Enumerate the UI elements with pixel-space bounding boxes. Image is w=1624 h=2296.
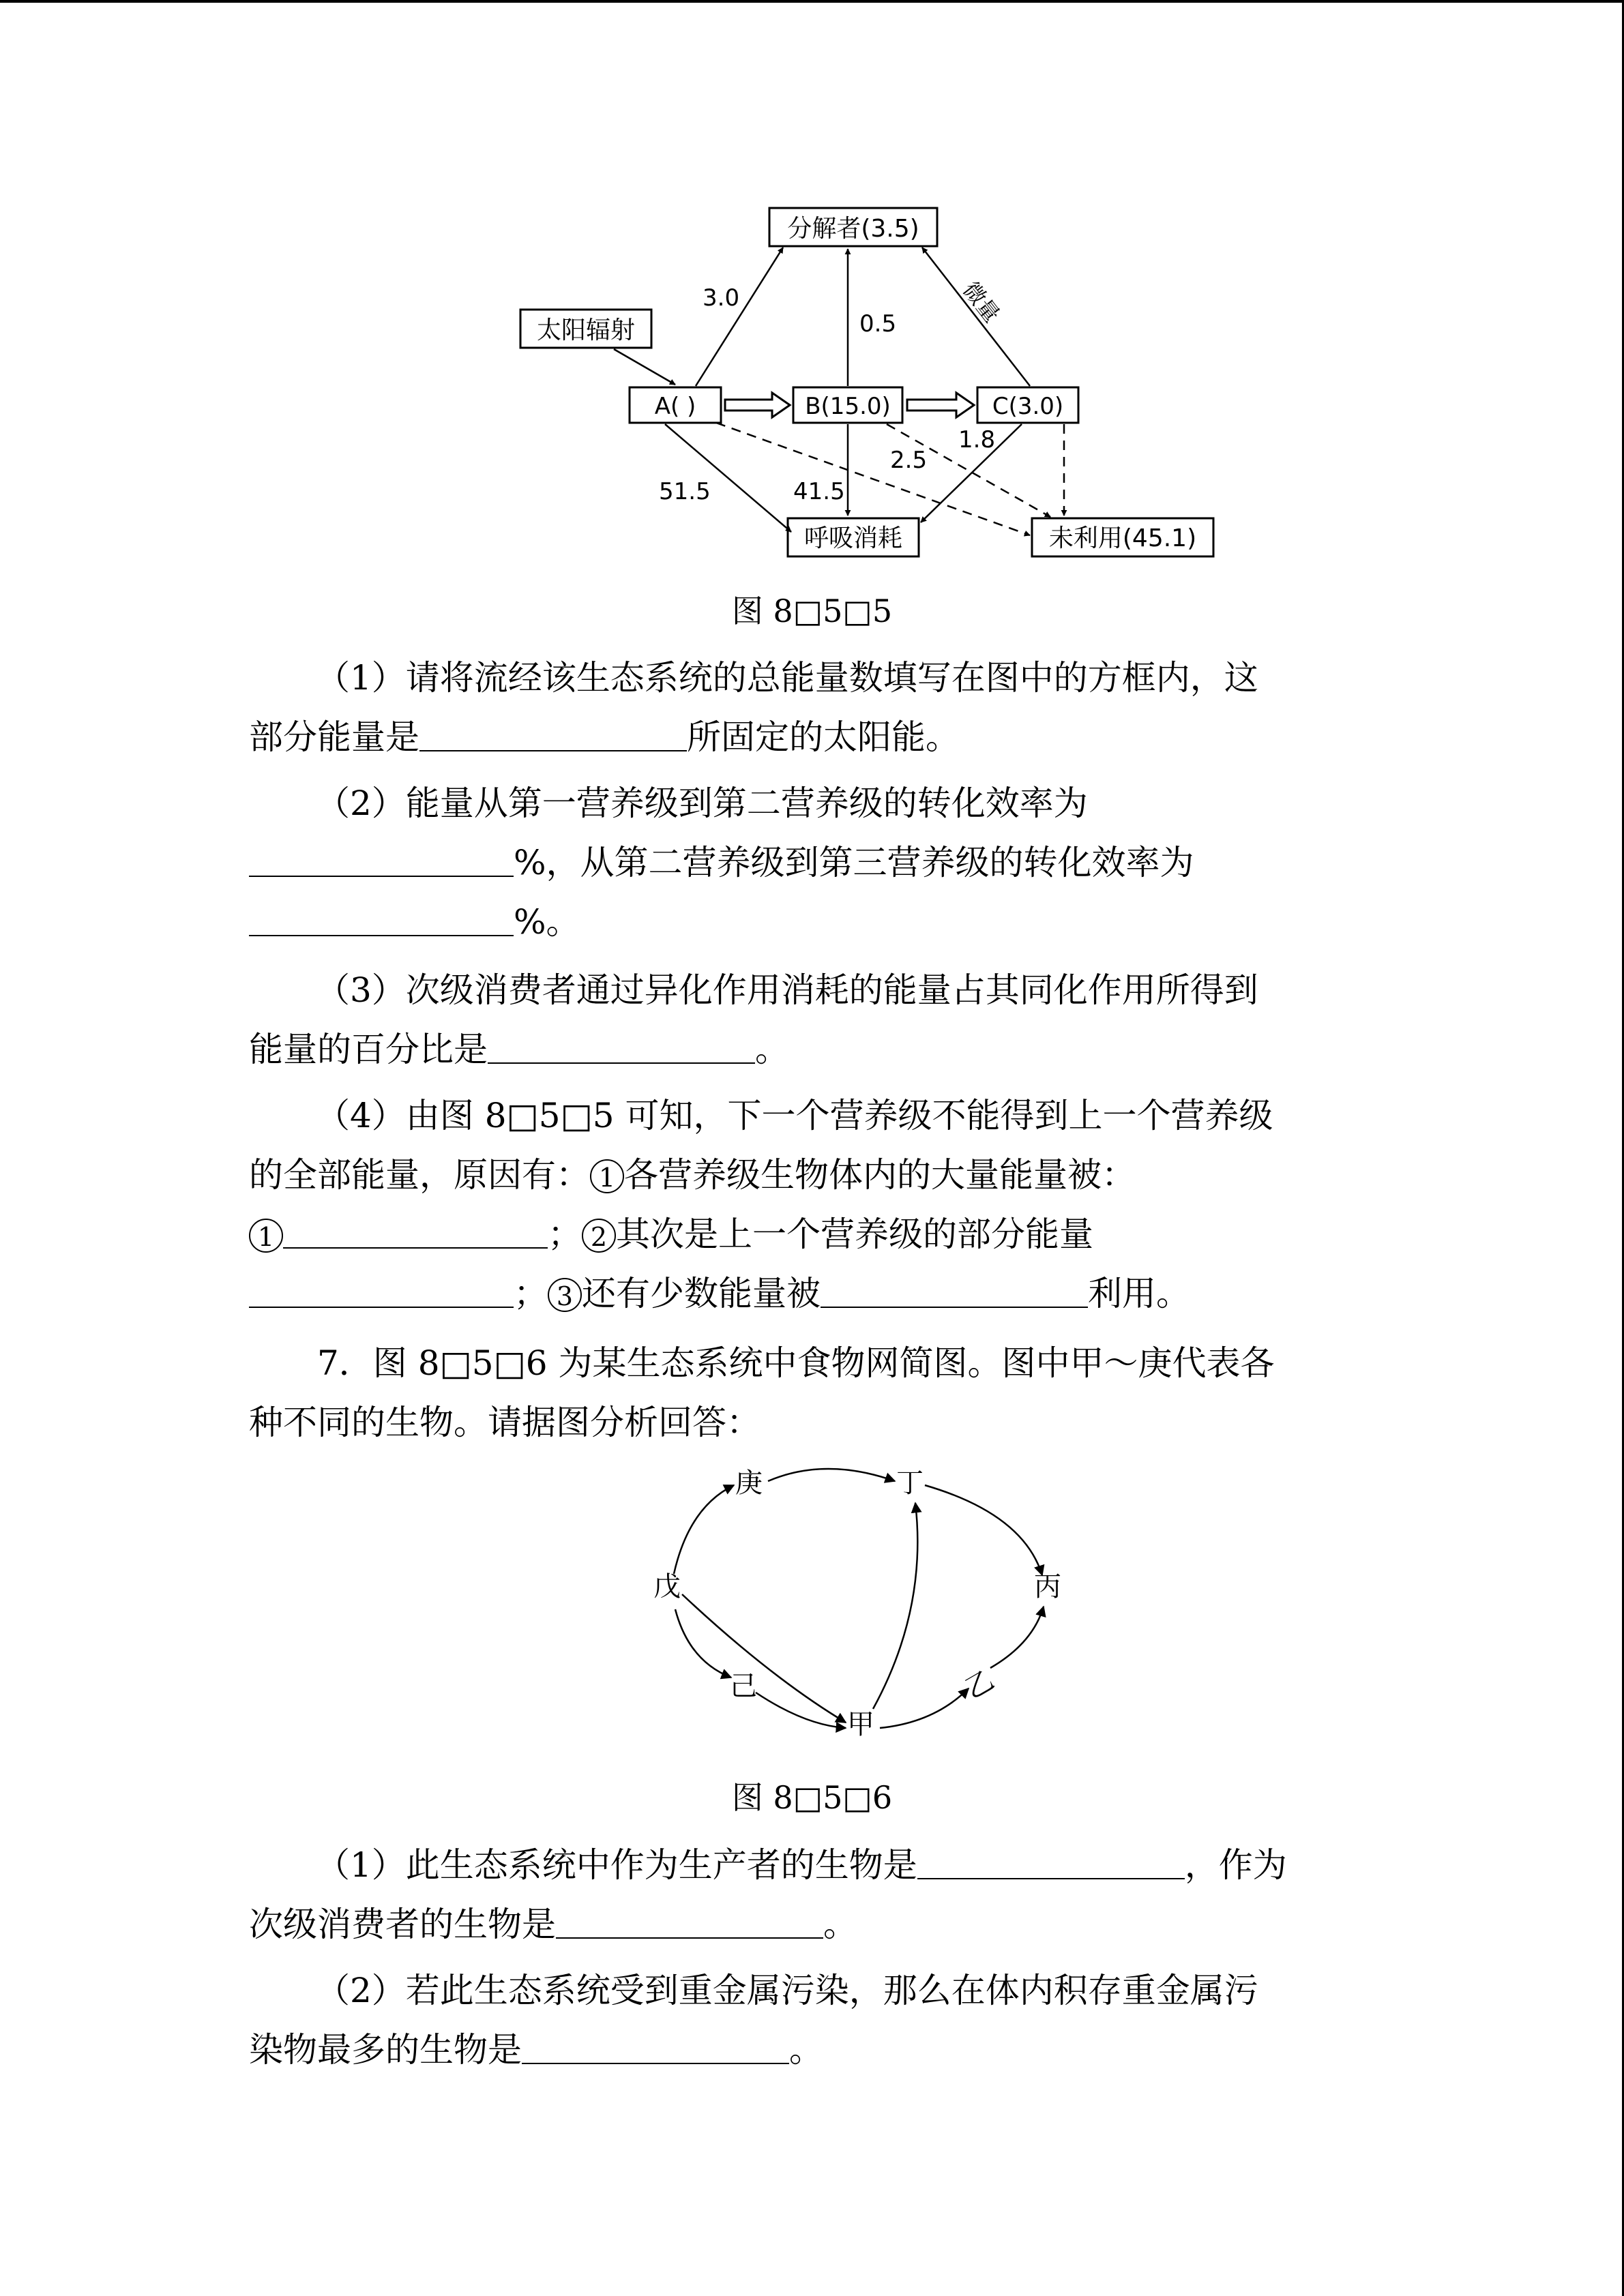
q6-part4-line4 xyxy=(249,1264,1374,1324)
answer-blank-7[interactable] xyxy=(821,1272,1088,1308)
answer-blank-1[interactable] xyxy=(419,716,687,751)
q6-part1 xyxy=(249,648,1374,767)
q6-part3-text: 能量的百分比是 xyxy=(249,1030,488,1069)
consumer-c-label: C(3.0) xyxy=(992,393,1064,420)
answer-blank-8[interactable] xyxy=(917,1844,1185,1879)
transfer-arrow-a-b xyxy=(725,393,790,417)
q7-part2-line1: （2）若此生态系统受到重金属污染，那么在体内积存重金属污 xyxy=(316,1971,1258,2010)
node-wu: 戊 xyxy=(653,1571,681,1602)
q6-part4-semicolon-1: ； xyxy=(548,1214,582,1254)
node-ji: 己 xyxy=(730,1671,757,1702)
unused-label: 未利用(45.1) xyxy=(1048,524,1197,552)
edge-wu-geng xyxy=(674,1485,734,1574)
answer-blank-10[interactable] xyxy=(522,2029,789,2064)
edge-ding-bing xyxy=(925,1485,1042,1575)
arrow-a-to-decomposer xyxy=(696,248,783,386)
edge-yi-bing xyxy=(990,1607,1044,1668)
answer-blank-3[interactable] xyxy=(249,901,514,936)
q6-part4-text-d: 还有少数能量被 xyxy=(582,1274,821,1313)
q7-stem-line2: 种不同的生物。请据图分析回答： xyxy=(249,1403,761,1442)
figure-caption-8-5-5: 图 8□5□5 xyxy=(731,593,893,629)
q6-part4-text-b: 各营养级生物体内的大量能量被： xyxy=(624,1155,1136,1195)
solar-radiation-label: 太阳辐射 xyxy=(536,316,636,344)
node-yi: 乙 xyxy=(960,1664,1000,1705)
label-b-respiration: 41.5 xyxy=(793,478,845,505)
q7-part1 xyxy=(249,1836,1374,1954)
figure-caption-8-5-6: 图 8□5□6 xyxy=(731,1779,893,1816)
arrow-c-to-decomposer xyxy=(922,248,1030,386)
q7-part1-text-b: ，作为 xyxy=(1184,1845,1287,1885)
answer-blank-9[interactable] xyxy=(556,1903,823,1939)
circled-number-1: 1 xyxy=(590,1159,624,1193)
q6-part3 xyxy=(249,961,1374,1079)
edge-wu-ji xyxy=(675,1609,731,1678)
q6-part4-line2 xyxy=(249,1146,1374,1205)
q7-part2-text-end: 。 xyxy=(789,2030,823,2070)
q6-part3-line1: （3）次级消费者通过异化作用消耗的能量占其同化作用所得到 xyxy=(316,970,1258,1010)
label-b-decomposer: 0.5 xyxy=(859,310,897,338)
label-b-unused: 2.5 xyxy=(890,447,928,474)
q6-part4-text-c: 其次是上一个营养级的部分能量 xyxy=(616,1214,1093,1254)
respiration-label: 呼吸消耗 xyxy=(803,524,903,552)
q6-part4-text-end: 利用。 xyxy=(1088,1274,1190,1313)
q6-part2-line3 xyxy=(249,893,1374,952)
q6-part4-line1: （4）由图 8□5□5 可知，下一个营养级不能得到上一个营养级 xyxy=(316,1096,1273,1135)
decomposer-label: 分解者(3.5) xyxy=(787,215,919,243)
arrow-solar-to-a xyxy=(614,349,675,385)
q7-part2-line2 xyxy=(249,2021,1374,2080)
transfer-arrow-b-c xyxy=(907,393,974,417)
q6-part2-line1: （2）能量从第一营养级到第二营养级的转化效率为 xyxy=(316,784,1088,823)
answer-blank-2[interactable] xyxy=(249,841,514,877)
edge-ji-jia xyxy=(756,1693,846,1728)
circled-number-2: 2 xyxy=(582,1219,616,1253)
q6-part2-line2 xyxy=(249,833,1374,893)
q6-part4 xyxy=(249,1086,1374,1324)
q7-part1-text-a: （1）此生态系统中作为生产者的生物是 xyxy=(316,1845,917,1885)
circled-number-3: 3 xyxy=(548,1278,582,1312)
q6-part1-line2 xyxy=(249,708,1374,767)
q7-part1-line1 xyxy=(249,1836,1374,1895)
edge-wu-jia xyxy=(682,1594,846,1723)
q6-part1-text-end: 所固定的太阳能。 xyxy=(687,717,960,757)
q7-part2 xyxy=(249,1961,1374,2080)
q6-part2-text-end: %。 xyxy=(514,902,580,942)
q6-part4-semicolon-2: ； xyxy=(514,1274,548,1313)
edge-jia-yi xyxy=(880,1688,969,1728)
q6-part3-text-end: 。 xyxy=(755,1030,789,1069)
q7-part1-text-end: 。 xyxy=(823,1905,857,1944)
node-bing: 丙 xyxy=(1034,1571,1061,1602)
edge-geng-ding xyxy=(768,1469,895,1481)
producer-a-label: A( ) xyxy=(654,393,696,420)
label-c-decomposer: 微量 xyxy=(958,277,1005,327)
answer-blank-5[interactable] xyxy=(283,1213,548,1249)
answer-blank-4[interactable] xyxy=(488,1028,755,1064)
label-c-unused: 1.8 xyxy=(958,426,996,453)
q7-stem xyxy=(249,1334,1374,1452)
energy-flow-diagram xyxy=(0,0,1624,586)
q6-part2 xyxy=(249,774,1374,952)
node-ding: 丁 xyxy=(896,1467,924,1499)
consumer-b-label: B(15.0) xyxy=(805,393,891,420)
q6-part2-text: %，从第二营养级到第三营养级的转化效率为 xyxy=(514,843,1194,882)
q7-part2-text: 染物最多的生物是 xyxy=(249,2030,522,2070)
q7-part1-text-c: 次级消费者的生物是 xyxy=(249,1905,556,1944)
label-a-decomposer: 3.0 xyxy=(703,284,740,312)
q7-part1-line2 xyxy=(249,1895,1374,1954)
node-jia: 甲 xyxy=(847,1709,874,1740)
node-geng: 庚 xyxy=(735,1467,763,1499)
q7-stem-line1: 7．图 8□5□6 为某生态系统中食物网简图。图中甲～庚代表各 xyxy=(317,1343,1275,1383)
q6-part4-line3 xyxy=(249,1205,1374,1264)
label-a-respiration: 51.5 xyxy=(659,478,711,505)
answer-blank-6[interactable] xyxy=(249,1272,514,1308)
food-web-diagram xyxy=(0,1452,1624,1773)
q6-part4-text-a: 的全部能量，原因有： xyxy=(249,1155,590,1195)
q6-part1-line1: （1）请将流经该生态系统的总能量数填写在图中的方框内，这 xyxy=(316,658,1258,698)
q6-part3-line2 xyxy=(249,1020,1374,1079)
q6-part1-text: 部分能量是 xyxy=(249,717,419,757)
edge-jia-ding xyxy=(873,1503,917,1709)
circled-number-1b: 1 xyxy=(249,1219,283,1253)
